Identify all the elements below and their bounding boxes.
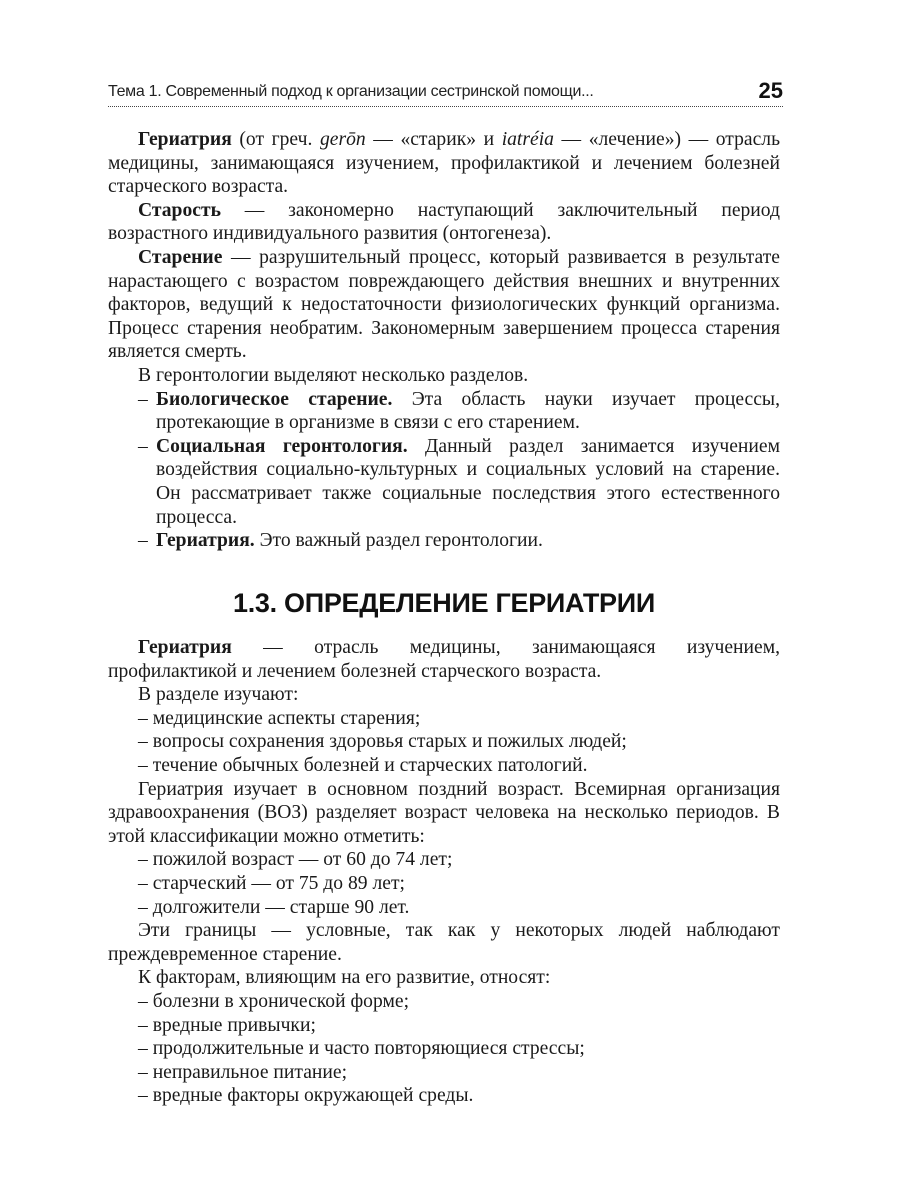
dash-marker: – [138, 388, 148, 410]
list-item: – пожилой возраст — от 60 до 74 лет; [138, 849, 453, 871]
list-item: – продолжительные и часто повторяющиеся стрессы; [138, 1038, 585, 1060]
list-item: – вредные факторы окружающей среды. [138, 1085, 474, 1107]
geriatria-etymology-paragraph [108, 128, 780, 199]
starenie-paragraph [108, 246, 780, 364]
term-geriatria-definition: Гериатрия [138, 637, 232, 658]
section-body [108, 636, 780, 1108]
greek-word-iatreia: iatréia [501, 129, 554, 150]
text-segment: — разрушительный процесс, который развивается в результате нарастающего с возрастом повреждающего действия внешних и внутренних факторов, ведущий к недостаточности физиологических функций организма. Процесс старения необратим. Закономерным завершением процесса старения является смерть. [108, 246, 780, 363]
starost-paragraph [108, 199, 780, 246]
list-item: – медицинские аспекты старения; [138, 707, 421, 729]
section-list-item [108, 529, 780, 553]
section-term: Биологическое старение. [156, 388, 393, 410]
running-header [108, 78, 783, 107]
section-list-item [108, 388, 780, 435]
term-starost: Старость [138, 199, 221, 221]
dash-marker: – [138, 435, 148, 457]
text-segment: — закономерно наступающий заключительный период возрастного индивидуального развития (онтогенеза). [108, 199, 780, 245]
studies-intro-paragraph: В разделе изучают: [138, 684, 299, 706]
borders-paragraph: Эти границы — условные, так как у некоторых людей наблюдают преждевременное старение. [108, 920, 780, 965]
section-term: Социальная геронтология. [156, 435, 408, 457]
text-segment: — «старик» и [365, 129, 502, 150]
list-item: – течение обычных болезней и старческих патологий. [138, 754, 588, 776]
list-item: – неправильное питание; [138, 1061, 348, 1083]
text-segment: (от греч. [231, 129, 320, 150]
running-title: Тема 1. Современный подход к организации сестринской помощи... [108, 83, 594, 100]
section-text: Данный раздел занимается изучением воздействия социально-культурных и социальных условий на старение. Он рассматривает также социальные последствия этого естественного процесса. [156, 435, 780, 528]
definition-paragraph [108, 636, 780, 683]
term-starenie: Старение [138, 246, 223, 268]
page-number: 25 [758, 78, 783, 103]
section-text: Это важный раздел геронтологии. [254, 530, 543, 552]
list-item: – вопросы сохранения здоровья старых и пожилых людей; [138, 731, 627, 753]
list-item: – старческий — от 75 до 89 лет; [138, 872, 405, 894]
section-list-item [108, 435, 780, 529]
list-item: – болезни в хронической форме; [138, 990, 410, 1012]
greek-word-geron: gerōn [319, 129, 366, 150]
section-text: Эта область науки изучает процессы, протекающие в организме в связи с его старением. [156, 388, 780, 434]
term-geriatria: Гериатрия [138, 129, 232, 150]
section-term: Гериатрия. [156, 530, 255, 552]
intro-block [108, 128, 780, 553]
list-item: – долгожители — старше 90 лет. [138, 896, 410, 918]
text-segment: — отрасль медицины, занимающаяся изучением, профилактикой и лечением болезней старческого возраста. [108, 637, 780, 682]
section-heading: 1.3. ОПРЕДЕЛЕНИЕ ГЕРИАТРИИ [233, 588, 655, 618]
sections-intro-paragraph: В геронтологии выделяют несколько разделов. [138, 364, 529, 386]
list-item: – вредные привычки; [138, 1014, 316, 1036]
factors-intro-paragraph: К факторам, влияющим на его развитие, относят: [138, 967, 551, 989]
text-segment: — «лечение») — отрасль медицины, занимающаяся изучением, профилактикой и лечением болезней старческого возраста. [108, 129, 781, 198]
classification-paragraph: Гериатрия изучает в основном поздний возраст. Всемирная организация здравоохранения (ВОЗ) разделяет возраст человека на несколько периодов. В этой классификации можно отметить: [108, 778, 780, 847]
dash-marker: – [138, 530, 148, 552]
